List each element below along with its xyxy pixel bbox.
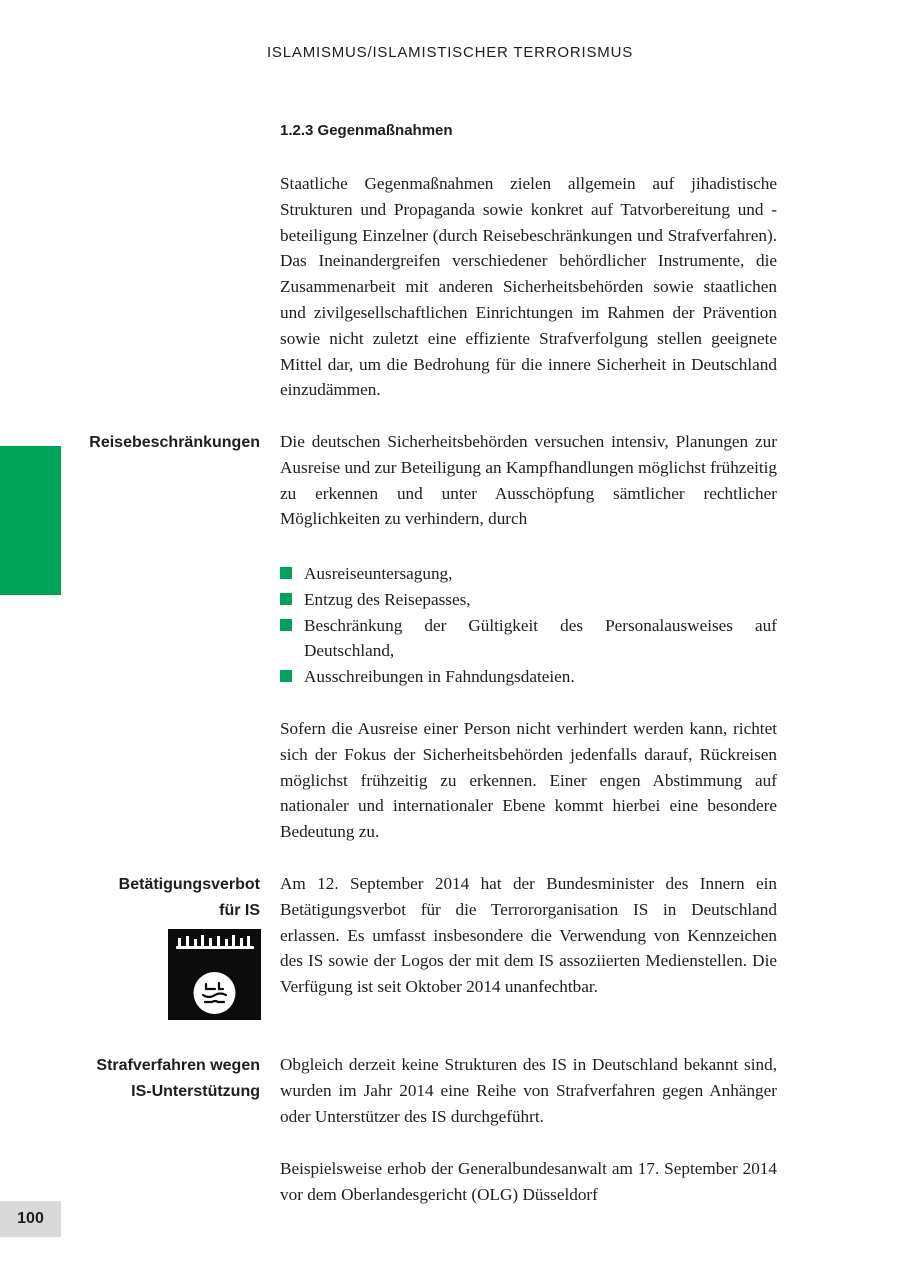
is-flag-image: [168, 929, 261, 1020]
activity-ban-paragraph: Am 12. September 2014 hat der Bundesminister des Innern ein Betätigungsverbot für die Terrororganisation IS in Deutschland erlassen. Es umfasst insbesondere die Verwendung von Kennzeichen des IS sowie der Logos der mit dem IS assoziierten Medienstellen. Die Verfügung ist seit Oktober 2014 unanfechtbar.: [280, 874, 777, 997]
bullet-square-icon: [280, 567, 292, 579]
travel-followup-paragraph: Sofern die Ausreise einer Person nicht verhindert werden kann, richtet sich der Fokus der Sicherheitsbehörden jedenfalls darauf, Rückreisen möglichst frühzeitig zu erkennen. Einer engen Abstimmung auf nationaler und internationaler Ebene kommt hierbei eine besondere Bedeutung zu.: [280, 719, 777, 842]
margin-label-line: IS-Unterstützung: [131, 1083, 260, 1100]
list-item-text: Entzug des Reisepasses,: [304, 589, 471, 609]
list-item-text: Beschränkung der Gültigkeit des Personalausweises auf Deutschland,: [304, 615, 777, 661]
prosecution-example-paragraph: Beispielsweise erhob der Generalbundesanwalt am 17. September 2014 vor dem Oberlandesgericht (OLG) Düsseldorf: [280, 1159, 777, 1204]
list-item: [280, 613, 777, 665]
list-item-text: Ausschreibungen in Fahndungsdateien.: [304, 667, 575, 687]
bullet-square-icon: [280, 670, 292, 682]
running-head: ISLAMISMUS/ISLAMISTISCHER TERRORISMUS: [266, 44, 634, 61]
list-item: [280, 561, 777, 587]
page-number: 100: [0, 1201, 61, 1237]
margin-label-line: für IS: [219, 902, 260, 919]
section-heading: 1.2.3 Gegenmaßnahmen: [280, 122, 453, 139]
measures-list: [280, 561, 777, 690]
list-item-text: Ausreiseuntersagung,: [304, 564, 453, 583]
chapter-tab-marker: [0, 446, 61, 595]
margin-label-line: Betätigungsverbot: [118, 876, 260, 893]
margin-label-prosecution: [96, 1053, 260, 1105]
margin-label-activity-ban: [119, 872, 260, 924]
flag-emblem-icon: [168, 929, 261, 1020]
intro-paragraph: Staatliche Gegenmaßnahmen zielen allgemein auf jihadistische Strukturen und Propaganda sowie konkret auf Tatvorbereitung und -beteiligung Einzelner (durch Reisebeschränkungen und Strafverfahren). Das Ineinandergreifen verschiedener behördlicher Instrumente, die Zusammenarbeit mit anderen Sicherheitsbehörden sowie staatlichen und zivilgesellschaftlichen Einrichtungen im Rahmen der Prävention sowie nicht zuletzt eine effiziente Strafverfolgung stellen geeignete Mittel dar, um die Bedrohung für die innere Sicherheit in Deutschland einzudämmen.: [280, 174, 777, 400]
prosecution-paragraph: Obgleich derzeit keine Strukturen des IS in Deutschland bekannt sind, wurden im Jahr 2014 eine Reihe von Strafverfahren gegen Anhänger oder Unterstützer des IS durchgeführt.: [280, 1055, 777, 1126]
list-item: [280, 587, 777, 613]
bullet-square-icon: [280, 619, 292, 631]
travel-restrictions-paragraph: Die deutschen Sicherheitsbehörden versuchen intensiv, Planungen zur Ausreise und zur Beteiligung an Kampfhandlungen möglichst frühzeitig zu erkennen und unter Ausschöpfung sämtlicher rechtlicher Möglichkeiten zu verhindern, durch: [280, 432, 777, 529]
margin-label-travel-restrictions: [89, 430, 260, 456]
list-item: [280, 664, 777, 690]
margin-label-line: Strafverfahren wegen: [96, 1057, 260, 1074]
margin-label-text: Reisebeschränkungen: [89, 434, 260, 451]
bullet-square-icon: [280, 593, 292, 605]
